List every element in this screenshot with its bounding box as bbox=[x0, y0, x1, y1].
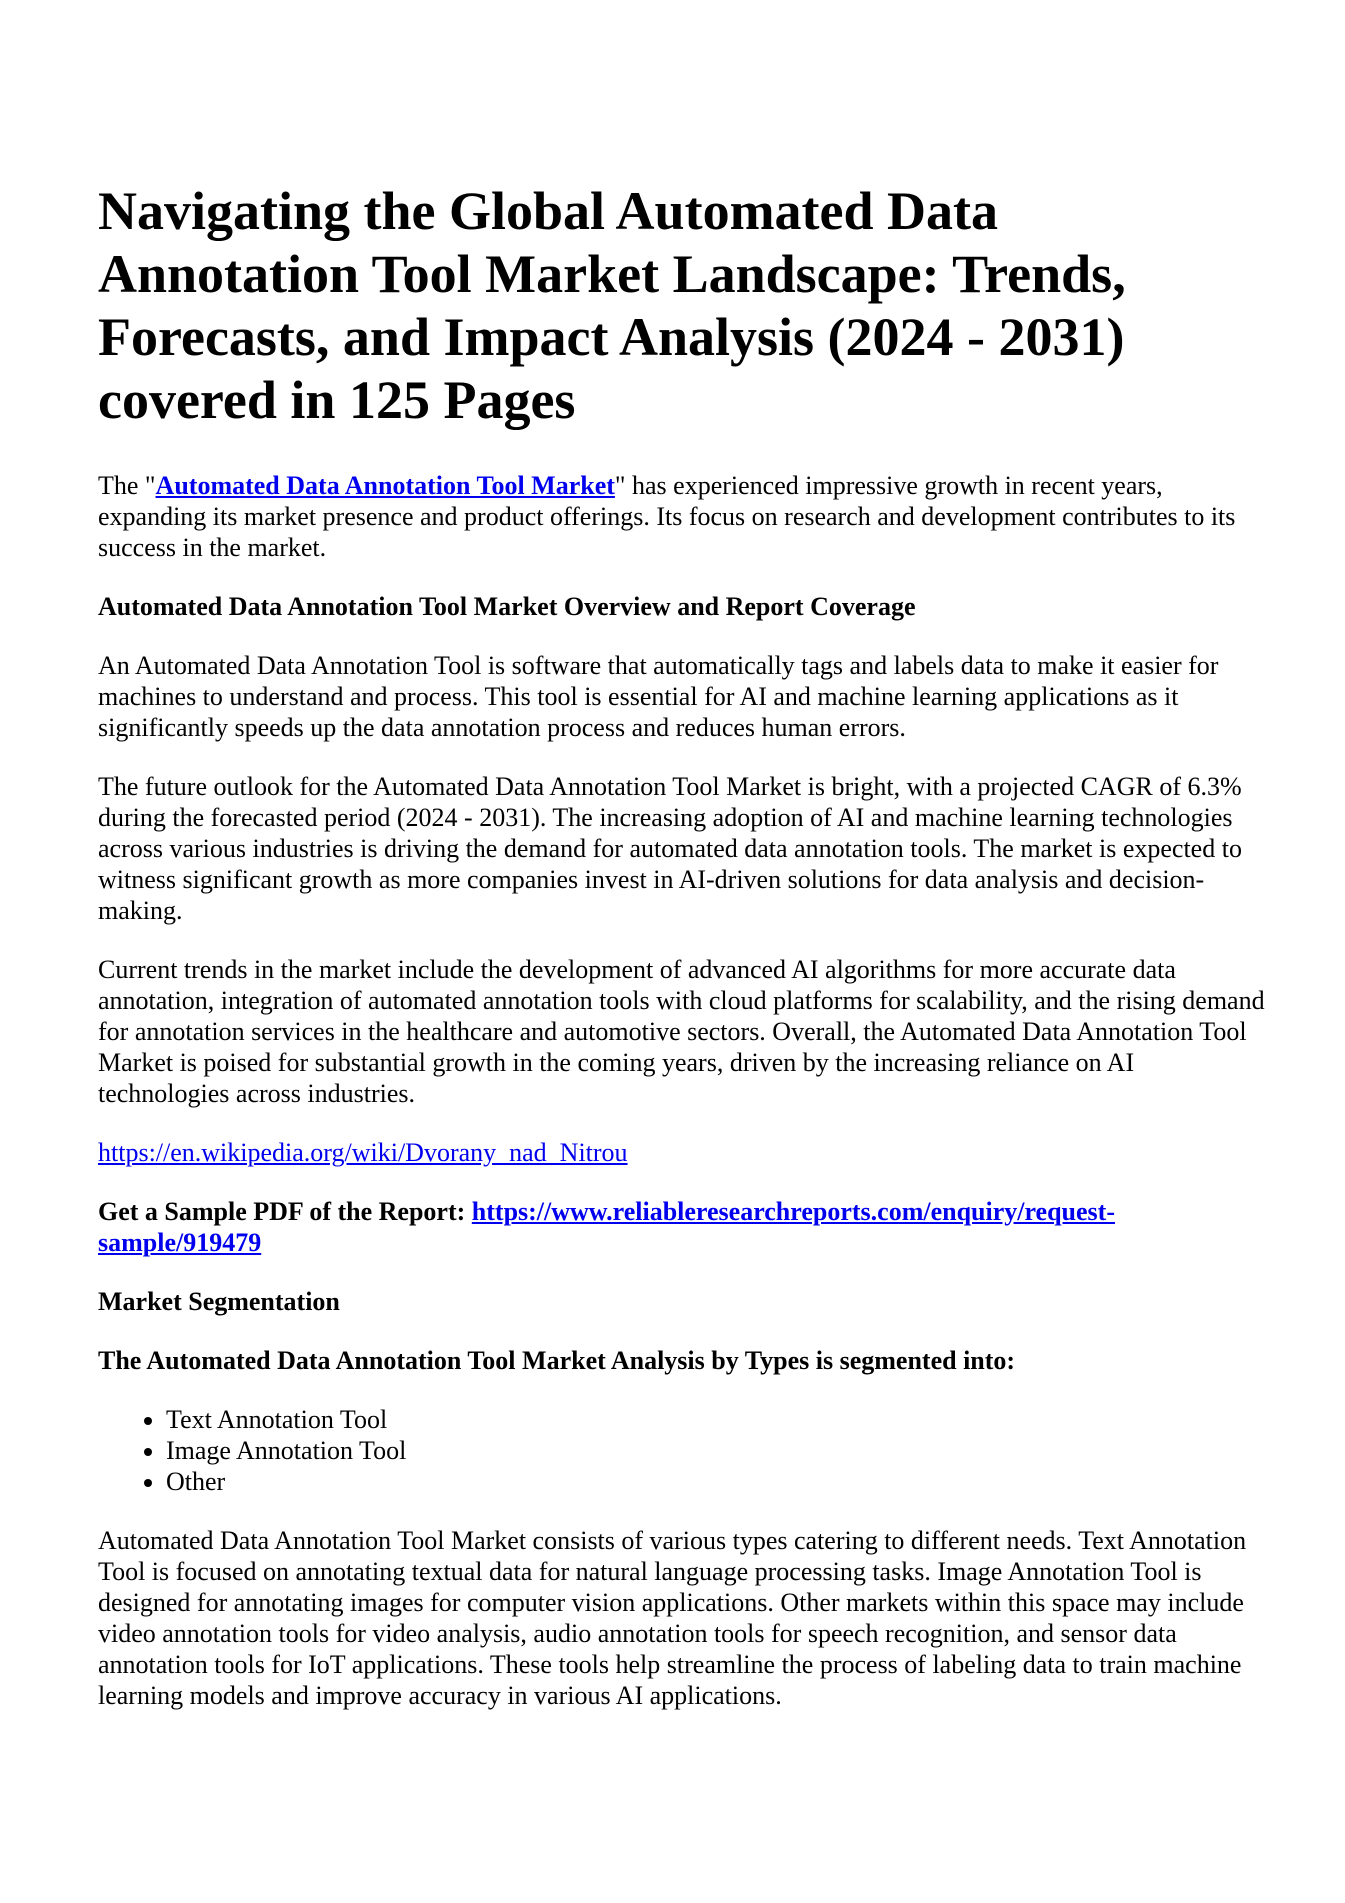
wiki-link[interactable]: https://en.wikipedia.org/wiki/Dvorany_nad_Nitrou bbox=[98, 1138, 628, 1167]
definition-paragraph: An Automated Data Annotation Tool is software that automatically tags and labels data to make it easier for machines to understand and process. This tool is essential for AI and machine learning applications as it significantly speeds up the data annotation process and reduces human errors. bbox=[98, 651, 1219, 742]
segmentation-heading: Market Segmentation bbox=[98, 1287, 340, 1316]
trends-paragraph: Current trends in the market include the development of advanced AI algorithms for more accurate data annotation, integration of automated annotation tools with cloud platforms for scalability, and the rising demand for annotation services in the healthcare and automotive sectors. Overall, the Automated Data Annotation Tool Market is poised for substantial growth in the coming years, driven by the increasing reliance on AI technologies across industries. bbox=[98, 955, 1265, 1108]
overview-heading: Automated Data Annotation Tool Market Overview and Report Coverage bbox=[98, 592, 916, 621]
types-description-paragraph: Automated Data Annotation Tool Market consists of various types catering to different needs. Text Annotation Tool is focused on annotating textual data for natural language processing tasks. Image Annotation Tool is designed for annotating images for computer vision applications. Other markets within this space may include video annotation tools for video analysis, audio annotation tools for speech recognition, and sensor data annotation tools for IoT applications. These tools help streamline the process of labeling data to train machine learning models and improve accuracy in various AI applications. bbox=[98, 1526, 1247, 1710]
sample-paragraph bbox=[98, 1196, 1265, 1258]
list-item: • Image Annotation Tool bbox=[166, 1435, 1265, 1466]
market-link[interactable]: Automated Data Annotation Tool Market bbox=[155, 471, 615, 500]
sample-link[interactable]: https://www.reliableresearchreports.com/enquiry/request-sample/919479 bbox=[98, 1197, 1115, 1257]
wiki-link-paragraph bbox=[98, 1137, 1265, 1168]
intro-prefix: The " bbox=[98, 471, 156, 500]
intro-paragraph bbox=[98, 470, 1265, 563]
outlook-paragraph: The future outlook for the Automated Data Annotation Tool Market is bright, with a projected CAGR of 6.3% during the forecasted period (2024 - 2031). The increasing adoption of AI and machine learning technologies across various industries is driving the demand for automated data annotation tools. The market is expected to witness significant growth as more companies invest in AI-driven solutions for data analysis and decision-making. bbox=[98, 772, 1242, 925]
intro-suffix: " has experienced impressive growth in recent years, expanding its market presence and product offerings. Its focus on research and development contributes to its success in the market. bbox=[98, 471, 1236, 562]
list-item: • Text Annotation Tool bbox=[166, 1404, 1265, 1435]
list-item: • Other bbox=[166, 1466, 1265, 1497]
page-title: Navigating the Global Automated Data Annotation Tool Market Landscape: Trends, Forecasts, and Impact Analysis (2024 - 2031) covered in 125 Pages bbox=[98, 181, 1126, 430]
types-list bbox=[98, 1404, 1265, 1497]
types-heading: The Automated Data Annotation Tool Market Analysis by Types is segmented into: bbox=[98, 1346, 1016, 1375]
sample-label: Get a Sample PDF of the Report: bbox=[98, 1197, 472, 1226]
